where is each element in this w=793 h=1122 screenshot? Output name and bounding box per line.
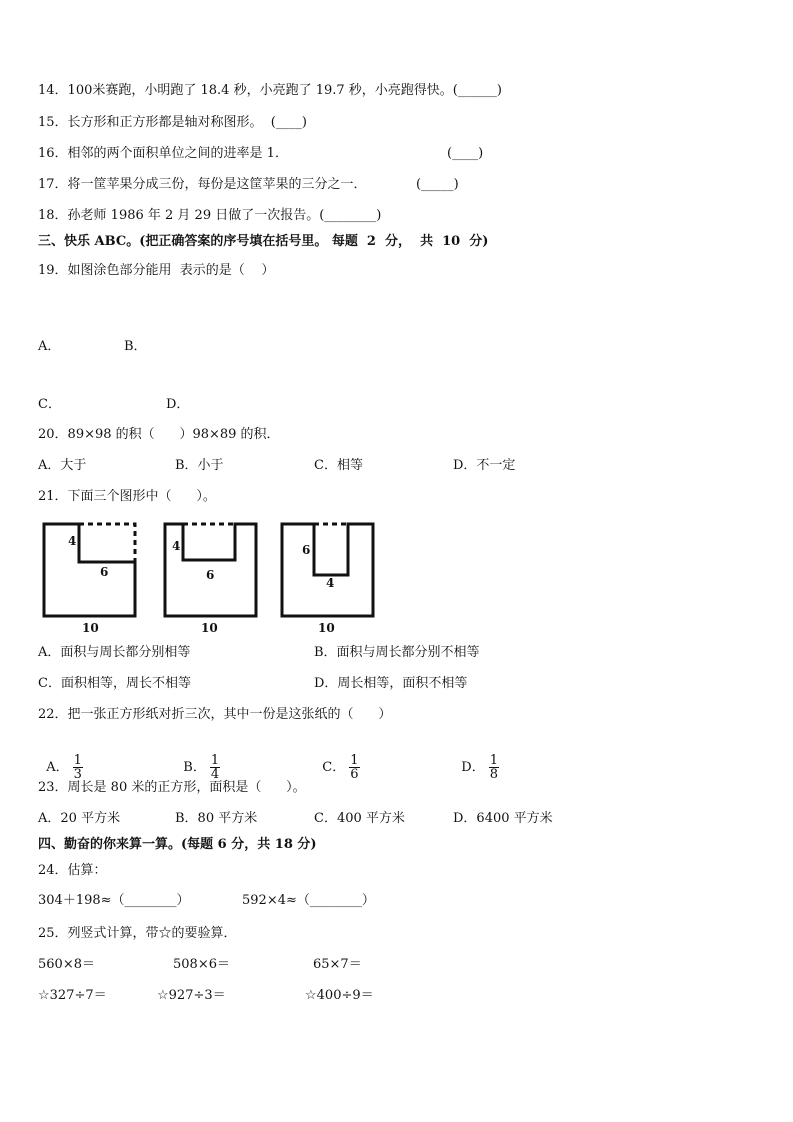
fig1-label-side: 10 xyxy=(82,621,99,635)
fraction-numerator: 1 xyxy=(210,753,220,768)
q23-option-d[interactable]: D．6400 平方米 xyxy=(453,811,553,826)
question-20: 20．89×98 的积（ ）98×89 的积． xyxy=(38,427,280,442)
q20-option-a[interactable]: A．大于 xyxy=(38,458,87,473)
section-4-heading: 四、勤奋的你来算一算。(每题 6 分，共 18 分) xyxy=(38,837,317,852)
question-18: 18．孙老师 1986 年 2 月 29 日做了一次报告。(________) xyxy=(38,208,382,223)
fraction-denominator: 4 xyxy=(210,767,220,782)
question-16: 16．相邻的两个面积单位之间的进率是 1． xyxy=(38,146,288,161)
fig1-label-height: 4 xyxy=(68,534,77,548)
question-22: 22．把一张正方形纸对折三次，其中一份是这张纸的（ ） xyxy=(38,707,392,722)
q22-option-d[interactable] xyxy=(453,736,499,781)
figure-3 xyxy=(278,520,378,620)
q21-option-a[interactable]: A．面积与周长都分别相等 xyxy=(38,645,191,660)
q20-option-c[interactable]: C．相等 xyxy=(314,458,363,473)
q22-option-b-letter: B． xyxy=(183,760,206,775)
fraction xyxy=(489,754,499,781)
q25-calc-1[interactable]: 560×8＝ xyxy=(38,957,95,972)
question-17: 17．将一筐苹果分成三份，每份是这筐苹果的三分之一． xyxy=(38,177,367,192)
q22-option-c[interactable] xyxy=(314,736,360,781)
q22-option-a-letter: A． xyxy=(46,760,69,775)
q23-option-b[interactable]: B．80 平方米 xyxy=(175,811,258,826)
question-19: 19．如图涂色部分能用 表示的是（ ） xyxy=(38,263,275,278)
answer-blank-16[interactable]: (____) xyxy=(447,146,484,161)
question-21: 21．下面三个图形中（ ）。 xyxy=(38,489,216,504)
fraction-denominator: 3 xyxy=(73,767,82,782)
fraction-denominator: 8 xyxy=(489,767,498,782)
q25-calc-3[interactable]: 65×7＝ xyxy=(313,957,362,972)
q23-option-c[interactable]: C．400 平方米 xyxy=(314,811,405,826)
answer-blank-17[interactable]: (_____) xyxy=(416,177,459,192)
question-15: 15．长方形和正方形都是轴对称图形。 (____) xyxy=(38,115,307,130)
fraction-numerator: 1 xyxy=(350,753,359,768)
fraction xyxy=(210,754,220,781)
q25-calc-2[interactable]: 508×6＝ xyxy=(173,957,230,972)
q20-option-d[interactable]: D．不一定 xyxy=(453,458,516,473)
fig3-label-width: 4 xyxy=(326,576,335,590)
q20-option-b[interactable]: B．小于 xyxy=(175,458,224,473)
q21-option-d[interactable]: D．周长相等，面积不相等 xyxy=(314,676,468,691)
section-3-heading: 三、快乐 ABC。(把正确答案的序号填在括号里。 每题 2 分， 共 10 分) xyxy=(38,234,489,249)
fig2-label-width: 6 xyxy=(206,568,215,582)
question-14: 14．100米赛跑，小明跑了 18.4 秒，小亮跑了 19.7 秒，小亮跑得快。(______) xyxy=(38,83,502,98)
q24-item-1[interactable]: 304＋198≈（________） xyxy=(38,893,190,908)
question-24: 24．估算： xyxy=(38,863,107,878)
fig2-label-side: 10 xyxy=(201,621,218,635)
fig3-label-height: 6 xyxy=(302,543,311,557)
q22-option-c-letter: C． xyxy=(322,760,346,775)
fig1-label-width: 6 xyxy=(100,565,109,579)
q25-calc-4[interactable]: ☆327÷7＝ xyxy=(38,988,107,1003)
fig2-label-height: 4 xyxy=(172,539,181,553)
question-23: 23．周长是 80 米的正方形，面积是（ ）。 xyxy=(38,780,306,795)
q24-item-2[interactable]: 592×4≈（________） xyxy=(242,893,375,908)
q22-option-b[interactable] xyxy=(175,736,220,781)
figure-1 xyxy=(40,520,140,620)
question-25: 25．列竖式计算，带☆的要验算． xyxy=(38,926,237,941)
q19-option-a[interactable]: A． xyxy=(38,339,61,354)
q19-option-c[interactable]: C． xyxy=(38,397,61,412)
q19-option-d[interactable]: D． xyxy=(166,397,190,412)
fraction xyxy=(349,754,359,781)
fraction-numerator: 1 xyxy=(489,753,498,768)
fig3-label-side: 10 xyxy=(318,621,335,635)
q25-calc-6[interactable]: ☆400÷9＝ xyxy=(305,988,374,1003)
q23-option-a[interactable]: A．20 平方米 xyxy=(38,811,121,826)
q22-option-a[interactable] xyxy=(38,736,83,781)
fraction xyxy=(73,754,83,781)
q19-option-b[interactable]: B． xyxy=(124,339,147,354)
q22-option-d-letter: D． xyxy=(461,760,485,775)
q21-option-b[interactable]: B．面积与周长都分别不相等 xyxy=(314,645,480,660)
fraction-numerator: 1 xyxy=(73,753,82,768)
fraction-denominator: 6 xyxy=(350,767,359,782)
q25-calc-5[interactable]: ☆927÷3＝ xyxy=(157,988,226,1003)
q21-option-c[interactable]: C．面积相等，周长不相等 xyxy=(38,676,191,691)
